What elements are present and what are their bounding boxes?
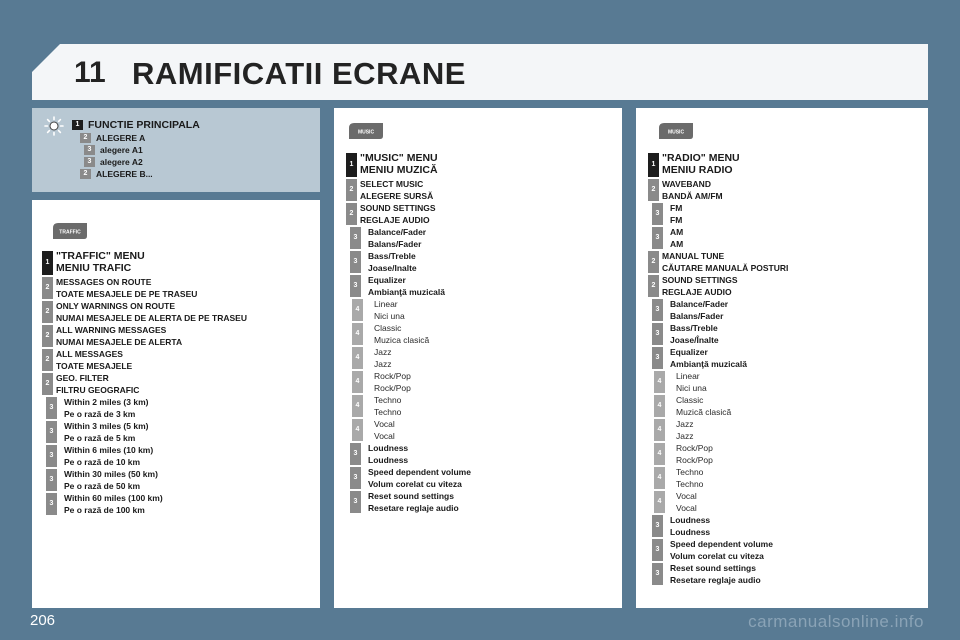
item-label-en: ONLY WARNINGS ON ROUTE [56,301,176,311]
level-badge: 3 [46,493,57,515]
item-label-ro: Ambianţă muzicală [670,359,747,369]
page-number: 206 [30,612,56,629]
level-badge: 3 [46,397,57,419]
item-label-ro: Balans/Fader [670,311,724,321]
item-label-en: Balance/Fader [670,299,729,309]
item-label-ro: Balans/Fader [368,239,422,249]
item-label-en: SOUND SETTINGS [360,203,436,213]
level-badge: 3 [652,323,663,345]
item-label-ro: Pe o rază de 10 km [64,457,141,467]
item-label-en: ALL MESSAGES [56,349,123,359]
level-badge: 3 [652,347,663,369]
item-label-ro: FILTRU GEOGRAFIC [56,385,140,395]
item-label-en: Reset sound settings [368,491,454,501]
item-label-en: GEO. FILTER [56,373,109,383]
item-label-en: Loudness [368,443,409,453]
item-label-ro: Jazz [374,359,392,369]
chapter-number: 11 [74,56,106,89]
menu-item-text [662,178,723,202]
level-badge: 2 [42,301,53,323]
item-label-ro: Nici una [676,383,707,393]
menu-item-text [368,226,426,250]
menu-item-text [64,492,163,516]
item-label-ro: Volum corelat cu viteza [368,479,462,489]
item-label-en: Jazz [676,419,694,429]
item-label-en: Techno [374,395,402,405]
legend-item-text: ALEGERE A [96,133,146,143]
menu-item-text [368,490,459,514]
legend-item-text: FUNCTIE PRINCIPALA [88,119,200,131]
menu-item-text [360,202,436,226]
item-label-en: Bass/Treble [670,323,718,333]
level-badge: 3 [652,227,663,249]
traffic-button-icon [52,222,88,240]
level-badge: 2 [648,251,659,273]
item-label-en: FM [670,203,683,213]
item-label-ro: Resetare reglaje audio [368,503,459,513]
item-label-en: Rock/Pop [676,443,713,453]
radio-icon-label: MUSIC [667,129,685,136]
menu-item-text [64,444,153,468]
menu-item-text [670,538,773,562]
item-label-ro: Rock/Pop [676,455,713,465]
menu-item-text [56,250,145,274]
item-label-ro: Resetare reglaje audio [670,575,761,585]
item-label-ro: Joase/Inalte [368,263,417,273]
menu-item-text [56,348,132,372]
item-label-en: "RADIO" MENU [662,152,740,164]
level-badge: 2 [346,203,357,225]
item-label-en: Rock/Pop [374,371,411,381]
item-label-ro: Rock/Pop [374,383,411,393]
menu-item-text [56,372,139,396]
item-label-en: Vocal [374,419,395,429]
item-label-ro: Pe o rază de 5 km [64,433,136,443]
menu-item-text [374,418,395,442]
item-label-en: Jazz [374,347,392,357]
level-badge: 2 [346,179,357,201]
item-label-ro: Jazz [676,431,694,441]
item-label-en: MANUAL TUNE [662,251,725,261]
item-label-en: Linear [676,371,700,381]
item-label-ro: Muzica clasică [374,335,430,345]
menu-item-text [374,322,429,346]
menu-item-text [368,250,417,274]
menu-item-text [56,276,197,300]
menu-item-text [374,298,405,322]
item-label-en: Within 30 miles (50 km) [64,469,158,479]
menu-item-text [360,152,438,176]
item-label-en: Within 60 miles (100 km) [64,493,163,503]
level-badge: 4 [352,419,363,441]
menu-item-text [64,420,148,444]
level-badge: 4 [352,299,363,321]
menu-item-text [670,298,728,322]
menu-item-text [676,370,707,394]
level-badge: 2 [80,133,91,143]
menu-item-text [662,250,788,274]
item-label-en: Loudness [670,515,711,525]
music-button-icon [348,122,384,140]
item-label-en: SELECT MUSIC [360,179,424,189]
item-label-en: Vocal [676,491,697,501]
menu-item-text [670,322,719,346]
level-badge: 2 [80,169,91,179]
level-badge: 3 [350,491,361,513]
item-label-en: MESSAGES ON ROUTE [56,277,152,287]
item-label-ro: ALEGERE SURSĂ [360,191,434,201]
item-label-ro: MENIU RADIO [662,164,733,176]
page-title: RAMIFICATII ECRANE [132,56,466,91]
menu-item-text [676,466,703,490]
menu-item-text [374,346,391,370]
item-label-ro: Loudness [368,455,409,465]
menu-item-text [676,490,697,514]
item-label-ro: MENIU MUZICĂ [360,164,438,176]
item-label-en: WAVEBAND [662,179,711,189]
item-label-ro: Vocal [676,503,697,513]
item-label-ro: CĂUTARE MANUALĂ POSTURI [662,263,789,273]
level-badge: 4 [352,323,363,345]
item-label-ro: BANDĂ AM/FM [662,191,723,201]
menu-item-text [374,394,401,418]
level-badge: 4 [654,395,665,417]
level-badge: 2 [42,277,53,299]
level-badge: 4 [654,371,665,393]
item-label-en: ALL WARNING MESSAGES [56,325,167,335]
legend-item-text: alegere A1 [100,145,143,155]
menu-item-text [676,394,731,418]
menu-item-text [670,226,683,250]
level-badge: 4 [654,419,665,441]
item-label-ro: Pe o rază de 50 km [64,481,141,491]
item-label-ro: Techno [374,407,402,417]
item-label-ro: TOATE MESAJELE [56,361,133,371]
music-icon-label: MUSIC [357,129,375,136]
item-label-en: Techno [676,467,704,477]
item-label-ro: TOATE MESAJELE DE PE TRASEU [56,289,198,299]
item-label-ro: REGLAJE AUDIO [662,287,732,297]
level-badge: 4 [654,491,665,513]
menu-item-text [662,152,740,176]
menu-item-text [368,274,445,298]
item-label-ro: Joase/Înalte [670,335,719,345]
item-label-en: "TRAFFIC" MENU [56,250,145,262]
item-label-en: SOUND SETTINGS [662,275,738,285]
level-badge: 1 [648,153,659,177]
menu-item-text [676,442,713,466]
item-label-ro: Loudness [670,527,711,537]
item-label-en: Equalizer [670,347,708,357]
level-badge: 4 [352,371,363,393]
level-badge: 3 [350,227,361,249]
menu-item-text [64,396,148,420]
radio-button-icon [658,122,694,140]
level-badge: 3 [652,563,663,585]
level-badge: 4 [352,347,363,369]
item-label-ro: Muzică clasică [676,407,732,417]
level-badge: 3 [84,145,95,155]
level-badge: 3 [652,203,663,225]
level-badge: 3 [350,443,361,465]
level-badge: 3 [350,275,361,297]
item-label-en: Within 2 miles (3 km) [64,397,149,407]
level-badge: 3 [46,445,57,467]
item-label-ro: REGLAJE AUDIO [360,215,430,225]
item-label-ro: MENIU TRAFIC [56,262,132,274]
level-badge: 2 [42,373,53,395]
menu-item-text [56,324,182,348]
item-label-ro: Techno [676,479,704,489]
item-label-en: Speed dependent volume [670,539,773,549]
item-label-en: Balance/Fader [368,227,427,237]
level-badge: 3 [652,539,663,561]
level-badge: 1 [72,120,83,130]
item-label-ro: Vocal [374,431,395,441]
legend-item-text: ALEGERE B... [96,169,153,179]
level-badge: 2 [42,349,53,371]
menu-item-text [670,562,761,586]
level-badge: 3 [46,469,57,491]
level-badge: 4 [352,395,363,417]
item-label-en: Equalizer [368,275,406,285]
level-badge: 3 [350,251,361,273]
level-badge: 3 [652,299,663,321]
item-label-ro: Ambianţă muzicală [368,287,445,297]
item-label-en: Classic [374,323,402,333]
item-label-en: Linear [374,299,398,309]
item-label-en: Speed dependent volume [368,467,471,477]
level-badge: 4 [654,467,665,489]
menu-item-text [360,178,433,202]
menu-item-text [374,370,411,394]
level-badge: 2 [42,325,53,347]
item-label-en: Classic [676,395,704,405]
sun-icon [44,116,64,136]
level-badge: 3 [46,421,57,443]
menu-item-text [670,202,682,226]
menu-item-text [670,514,710,538]
menu-item-text [64,468,158,492]
level-badge: 1 [42,251,53,275]
item-label-ro: Pe o rază de 100 km [64,505,145,515]
item-label-en: Reset sound settings [670,563,756,573]
menu-item-text [368,466,471,490]
item-label-en: Within 3 miles (5 km) [64,421,149,431]
menu-item-text [670,346,747,370]
traffic-icon-label: TRAFFIC [59,229,81,236]
level-badge: 3 [350,467,361,489]
watermark: carmanualsonline.info [748,612,924,631]
level-badge: 4 [654,443,665,465]
menu-item-text [676,418,693,442]
menu-item-text [662,274,738,298]
item-label-ro: Volum corelat cu viteza [670,551,764,561]
item-label-ro: Nici una [374,311,405,321]
item-label-en: "MUSIC" MENU [360,152,438,164]
item-label-ro: AM [670,239,684,249]
level-badge: 2 [648,275,659,297]
menu-item-text [368,442,408,466]
item-label-en: AM [670,227,684,237]
level-badge: 3 [652,515,663,537]
item-label-en: Within 6 miles (10 km) [64,445,154,455]
item-label-ro: NUMAI MESAJELE DE ALERTA DE PE TRASEU [56,313,247,323]
menu-item-text [56,300,247,324]
item-label-ro: FM [670,215,683,225]
level-badge: 1 [346,153,357,177]
level-badge: 2 [648,179,659,201]
legend-item-text: alegere A2 [100,157,143,167]
item-label-ro: NUMAI MESAJELE DE ALERTA [56,337,183,347]
item-label-ro: Pe o rază de 3 km [64,409,136,419]
level-badge: 3 [84,157,95,167]
item-label-en: Bass/Treble [368,251,416,261]
